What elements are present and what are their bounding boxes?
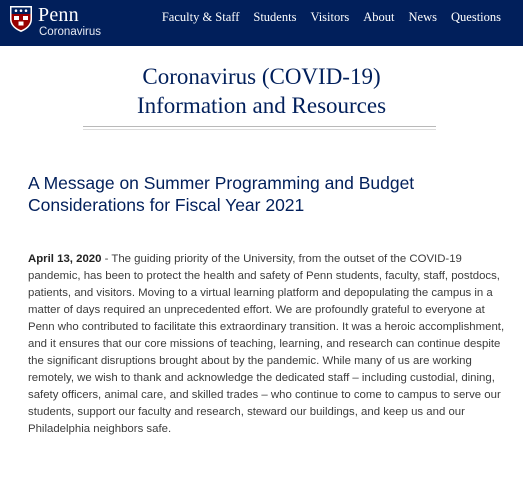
brand-subtitle: Coronavirus (39, 26, 101, 38)
brand-name: Penn (38, 4, 79, 26)
nav-link-visitors[interactable]: Visitors (310, 10, 350, 24)
nav-link-about[interactable]: About (363, 10, 395, 24)
nav-link-news[interactable]: News (408, 10, 437, 24)
nav-link-faculty-staff[interactable]: Faculty & Staff (161, 10, 240, 24)
nav-link-questions[interactable]: Questions (451, 10, 501, 24)
article-text: - The guiding priority of the University, from the outset of the COVID-19 pandemic, has been to protect the health and safety of Penn students, faculty, staff, postdocs, patients, and visitors. Moving to a virtual learning platform and depopulating the campus in a matter of days required an unprecedented effort. We are profoundly grateful to everyone at Penn who contributed to facilitate this extraordinary transition. It was a heroic accomplishment, and it ensures that our core missions of teaching, learning, and research can continue despite the significant disruptions brought about by the pandemic. While many of us are working remotely, we wish to thank and acknowledge the dedicated staff – including custodial, dining, safety officers, animal care, and skilled trades – who continue to come to campus to serve our students, support our faculty and research, steward our buildings, and keep us and our Philadelphia neighbors safe. (28, 253, 505, 435)
main-nav (148, 10, 501, 25)
top-navigation-bar (0, 0, 523, 46)
title-divider (83, 126, 436, 130)
page-title (0, 62, 523, 120)
page-title-line-2: Information and Resources (136, 93, 387, 118)
penn-shield-icon (9, 5, 33, 33)
page-title-line-1: Coronavirus (COVID-19) (142, 64, 381, 89)
penn-coronavirus-logo[interactable] (9, 4, 109, 40)
article-title: A Message on Summer Programming and Budget Considerations for Fiscal Year 2021 (28, 173, 415, 215)
bottom-fade (0, 466, 523, 481)
nav-link-students[interactable]: Students (253, 10, 297, 24)
article-date: April 13, 2020 (28, 253, 102, 265)
article-body (28, 251, 510, 438)
